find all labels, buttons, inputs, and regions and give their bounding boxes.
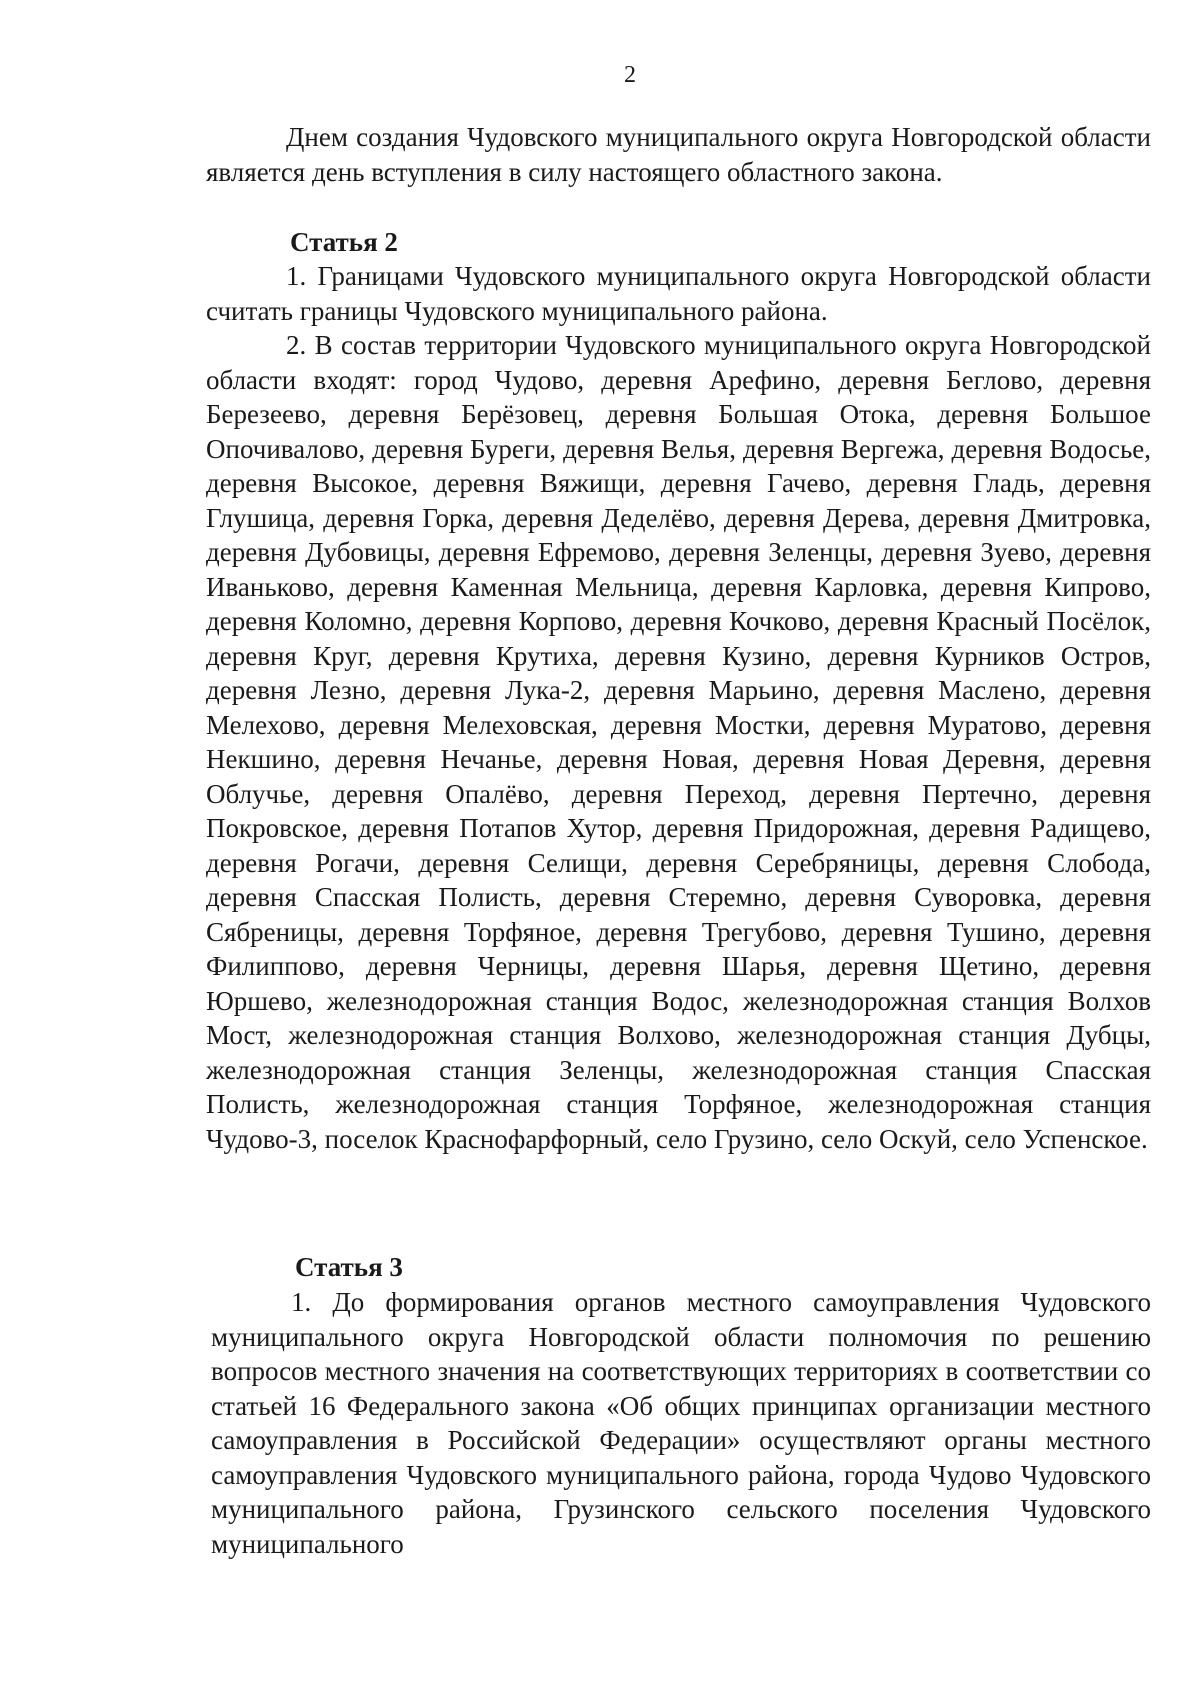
- article-2-paragraph-1: 1. Границами Чудовского муниципального округа Новгородской области считать границы Чудовского муниципального района.: [206, 261, 1151, 326]
- page-number: 2: [624, 62, 636, 88]
- article-3-paragraph-1: 1. До формирования органов местного самоуправления Чудовского муниципального округа Новгородской области полномочия по решению вопросов местного значения на соответствующих территориях в соответствии со статьей 16 Федерального закона «Об общих принципах организации местного самоуправления в Российской Федерации» осуществляют органы местного самоуправления Чудовского муниципального района, города Чудово Чудовского муниципального района, Грузинского сельского поселения Чудовского муниципального: [211, 1287, 1151, 1559]
- article-3-body: [211, 1285, 1151, 1561]
- article-2-body: [206, 259, 1151, 1156]
- intro-block: [206, 120, 1151, 189]
- article-2-paragraph-2: 2. В состав территории Чудовского муниципального округа Новгородской области входят: город Чудово, деревня Арефино, деревня Беглово, деревня Березеево, деревня Берёзовец, деревня Большая Отока, деревня Большое Опочивалово, деревня Буреги, деревня Велья, деревня Вергежа, деревня Водосье, деревня Высокое, деревня Вяжищи, деревня Гачево, деревня Гладь, деревня Глушица, деревня Горка, деревня Деделёво, деревня Дерева, деревня Дмитровка, деревня Дубовицы, деревня Ефремово, деревня Зеленцы, деревня Зуево, деревня Иваньково, деревня Каменная Мельница, деревня Карловка, деревня Кипрово, деревня Коломно, деревня Корпово, деревня Кочково, деревня Красный Посёлок, деревня Круг, деревня Крутиха, деревня Кузино, деревня Курников Остров, деревня Лезно, деревня Лука-2, деревня Марьино, деревня Маслено, деревня Мелехово, деревня Мелеховская, деревня Мостки, деревня Муратово, деревня Некшино, деревня Нечанье, деревня Новая, деревня Новая Деревня, деревня Облучье, деревня Опалёво, деревня Переход, деревня Пертечно, деревня Покровское, деревня Потапов Хутор, деревня Придорожная, деревня Радищево, деревня Рогачи, деревня Селищи, деревня Серебряницы, деревня Слобода, деревня Спасская Полисть, деревня Стеремно, деревня Суворовка, деревня Сябреницы, деревня Торфяное, деревня Трегубово, деревня Тушино, деревня Филиппово, деревня Черницы, деревня Шарья, деревня Щетино, деревня Юршево, железнодорожная станция Водос, железнодорожная станция Волхов Мост, железнодорожная станция Волхово, железнодорожная станция Дубцы, железнодорожная станция Зеленцы, железнодорожная станция Спасская Полисть, железнодорожная станция Торфяное, железнодорожная станция Чудово-3, поселок Краснофарфорный, село Грузино, село Оскуй, село Успенское.: [206, 330, 1151, 1154]
- article-3-heading: Статья 3: [295, 1252, 403, 1282]
- intro-paragraph: Днем создания Чудовского муниципального округа Новгородской области является день вступления в силу настоящего областного закона.: [206, 122, 1151, 187]
- article-2-heading: Статья 2: [290, 227, 398, 257]
